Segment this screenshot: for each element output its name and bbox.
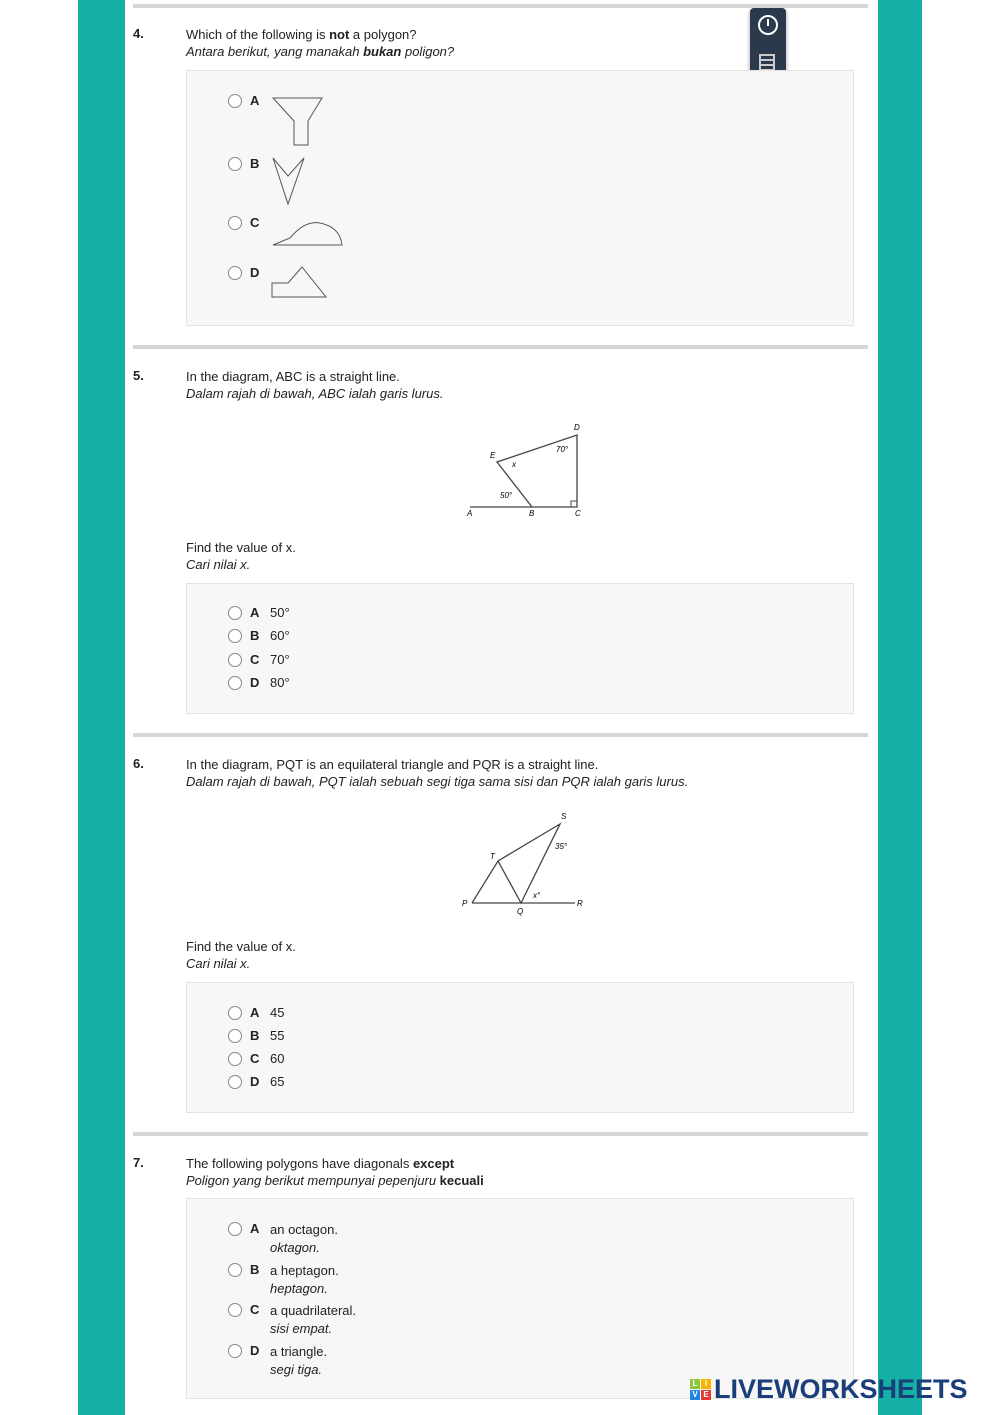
q-ms: Poligon yang berikut mempunyai pepenjuru [186,1173,440,1188]
radio-button[interactable] [228,266,242,280]
label-35: 35° [555,842,568,851]
divider [133,1132,868,1136]
option-text: 60 [270,1051,285,1066]
logo-text: LIVEWORKSHEETS [714,1374,968,1404]
option-text: 55 [270,1028,285,1043]
option-letter: C [250,215,260,230]
option-letter: C [250,1051,260,1066]
option-letter: B [250,156,260,171]
q-ms: poligon? [401,44,455,59]
label-b: B [529,509,535,518]
find-text [186,539,296,573]
option-text: 65 [270,1074,285,1089]
diagram-abc [440,410,600,530]
radio-button[interactable] [228,1344,242,1358]
radio-button[interactable] [228,1075,242,1089]
question-number: 7. [133,1155,144,1170]
option-b[interactable] [228,628,290,643]
option-letter: D [250,1343,260,1358]
option-a[interactable] [228,1005,284,1020]
q-en: The following polygons have diagonals [186,1156,413,1171]
radio-button[interactable] [228,94,242,108]
option-d[interactable] [228,1343,327,1379]
option-text: 80° [270,675,290,690]
find-text [186,938,296,972]
option-letter: A [250,1005,260,1020]
option-letter: C [250,652,260,667]
q-en: a polygon? [349,27,417,42]
option-letter: A [250,605,260,620]
divider [133,345,868,349]
find-en: Find the value of x. [186,540,296,555]
shape-funnel [270,93,330,153]
question-number: 5. [133,368,144,383]
q-en: In the diagram, PQT is an equilateral triangle and PQR is a straight line. [186,757,599,772]
q-ms: Dalam rajah di bawah, PQT ialah sebuah segi tiga sama sisi dan PQR ialah garis lurus. [186,774,689,789]
label-x: x [512,460,516,469]
radio-button[interactable] [228,1303,242,1317]
option-d[interactable] [228,1074,284,1089]
question-text [186,1155,484,1189]
timer-icon[interactable] [758,15,778,35]
option-d[interactable] [228,675,290,690]
radio-button[interactable] [228,653,242,667]
find-ms: Cari nilai x. [186,557,251,572]
option-text: 45 [270,1005,285,1020]
q-ms: Dalam rajah di bawah, ABC ialah garis lurus. [186,386,444,401]
option-text: 70° [270,652,290,667]
question-number: 4. [133,26,144,41]
q-en-bold: except [412,1156,455,1171]
option-letter: B [250,1262,260,1277]
q-ms-bold: bukan [363,44,402,59]
option-c[interactable] [228,1051,284,1066]
question-text [186,368,443,402]
logo-tile: L [690,1379,700,1389]
radio-button[interactable] [228,606,242,620]
option-letter: D [250,265,260,280]
option-a[interactable] [228,605,290,620]
label-e: E [490,451,496,460]
options-box [186,583,854,714]
label-c: C [575,509,581,518]
label-t: T [490,852,495,861]
shape-curved [270,215,350,255]
option-text: a quadrilateral. [270,1303,356,1318]
label-p: P [462,899,468,908]
option-text-ms: heptagon. [270,1281,328,1296]
radio-button[interactable] [228,1006,242,1020]
radio-button[interactable] [228,1029,242,1043]
option-b[interactable] [228,1262,339,1298]
label-50: 50° [500,491,513,500]
radio-button[interactable] [228,157,242,171]
label-70: 70° [556,445,569,454]
find-en: Find the value of x. [186,939,296,954]
q-en: In the diagram, ABC is a straight line. [186,369,400,384]
question-text [186,756,688,790]
option-c[interactable] [228,652,290,667]
logo-tile: V [690,1390,700,1400]
option-text-ms: oktagon. [270,1240,320,1255]
option-text: a triangle. [270,1344,328,1359]
q-ms-bold: kecuali [439,1173,484,1188]
radio-button[interactable] [228,216,242,230]
option-letter: D [250,675,260,690]
radio-button[interactable] [228,1052,242,1066]
option-letter: B [250,1028,260,1043]
label-a: A [467,509,473,518]
option-letter: B [250,628,260,643]
option-text: a heptagon. [270,1263,339,1278]
find-ms: Cari nilai x. [186,956,251,971]
option-letter: D [250,1074,260,1089]
radio-button[interactable] [228,1222,242,1236]
option-letter: A [250,93,260,108]
option-b[interactable] [228,1028,284,1043]
radio-button[interactable] [228,676,242,690]
question-number: 6. [133,756,144,771]
radio-button[interactable] [228,629,242,643]
label-q: Q [517,907,524,916]
label-s: S [561,812,567,821]
logo-tile: E [701,1390,711,1400]
option-b[interactable] [228,156,330,208]
option-c[interactable] [228,215,350,255]
option-c[interactable] [228,1302,356,1338]
options-box [186,982,854,1113]
logo-tile: I [701,1379,711,1389]
option-letter: A [250,1221,260,1236]
radio-button[interactable] [228,1263,242,1277]
right-border [878,0,922,1415]
label-x: x° [533,891,541,900]
label-r: R [577,899,583,908]
q-ms: Antara berikut, yang manakah [186,44,364,59]
option-text-ms: segi tiga. [270,1362,323,1377]
logo-tiles [690,1379,711,1400]
q-en-bold: not [329,27,350,42]
option-text: 50° [270,605,290,620]
left-border [78,0,125,1415]
label-d: D [574,423,580,432]
shape-house [270,265,340,305]
option-letter: C [250,1302,260,1317]
liveworksheets-logo [690,1374,968,1405]
question-text [186,26,454,60]
divider [133,733,868,737]
option-text: an octagon. [270,1222,338,1237]
shape-arrowhead [270,156,330,208]
divider [133,4,868,8]
diagram-pqr [440,800,600,925]
option-a[interactable] [228,93,330,153]
q-en: Which of the following is [186,27,330,42]
option-a[interactable] [228,1221,338,1257]
option-d[interactable] [228,265,340,305]
option-text: 60° [270,628,290,643]
option-text-ms: sisi empat. [270,1321,333,1336]
